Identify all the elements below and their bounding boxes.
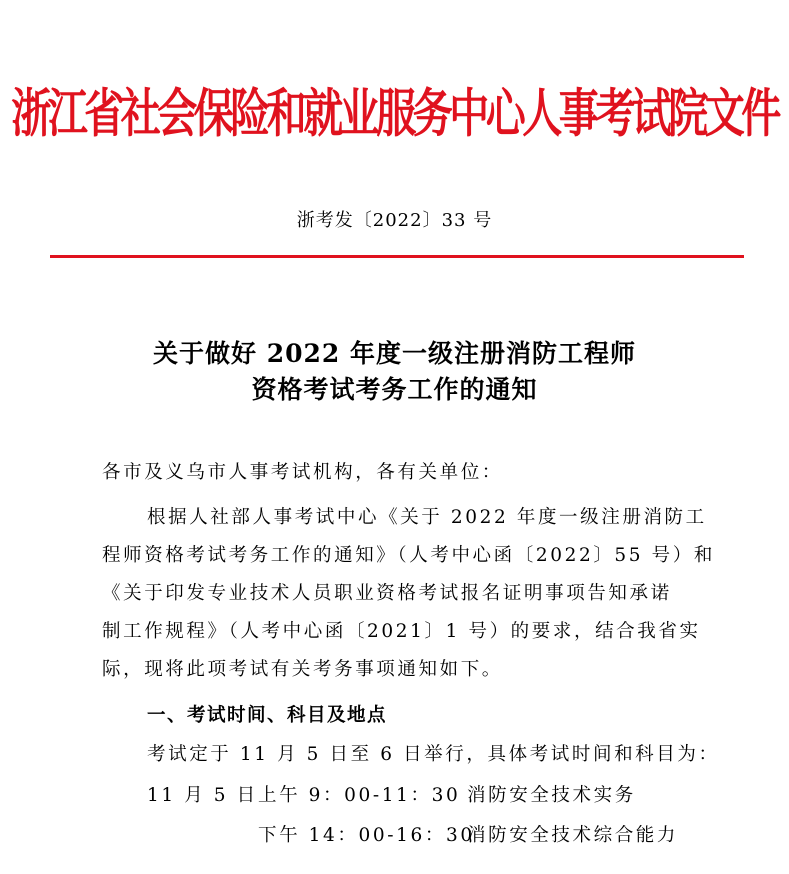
notice-title-line-2: 资格考试考务工作的通知 [251,375,538,404]
document-number: 浙考发〔2022〕33 号 [296,210,493,231]
paragraph-line: 制工作规程》（人考中心函〔2021〕1 号）的要求，结合我省实 [102,621,701,642]
schedule-subject: 消防安全技术综合能力 [467,825,679,846]
paragraph-line: 程师资格考试考务工作的通知》（人考中心函〔2022〕55 号）和 [102,545,715,566]
notice-title [0,336,789,408]
red-divider-line [50,255,744,258]
schedule-time: 上午 9：00-11：30 [258,785,461,806]
document-header-title: 浙江省社会保险和就业服务中心人事考试院文件 [11,83,778,145]
notice-title-line-1: 关于做好 2022 年度一级注册消防工程师 [153,339,636,368]
paragraph-line: 《关于印发专业技术人员职业资格考试报名证明事项告知承诺 [102,583,672,604]
paragraph-line: 根据人社部人事考试中心《关于 2022 年度一级注册消防工 [147,507,707,528]
section-intro: 考试定于 11 月 5 日至 6 日举行，具体考试时间和科目为： [147,744,720,765]
schedule-subject: 消防安全技术实务 [467,785,636,806]
salutation: 各市及义乌市人事考试机构，各有关单位： [102,462,503,483]
section-heading: 一、考试时间、科目及地点 [147,705,388,726]
schedule-date: 11 月 5 日 [147,785,258,806]
schedule-time: 下午 14：00-16：30 [258,825,475,846]
paragraph-line: 际，现将此项考试有关考务事项通知如下。 [102,659,503,680]
